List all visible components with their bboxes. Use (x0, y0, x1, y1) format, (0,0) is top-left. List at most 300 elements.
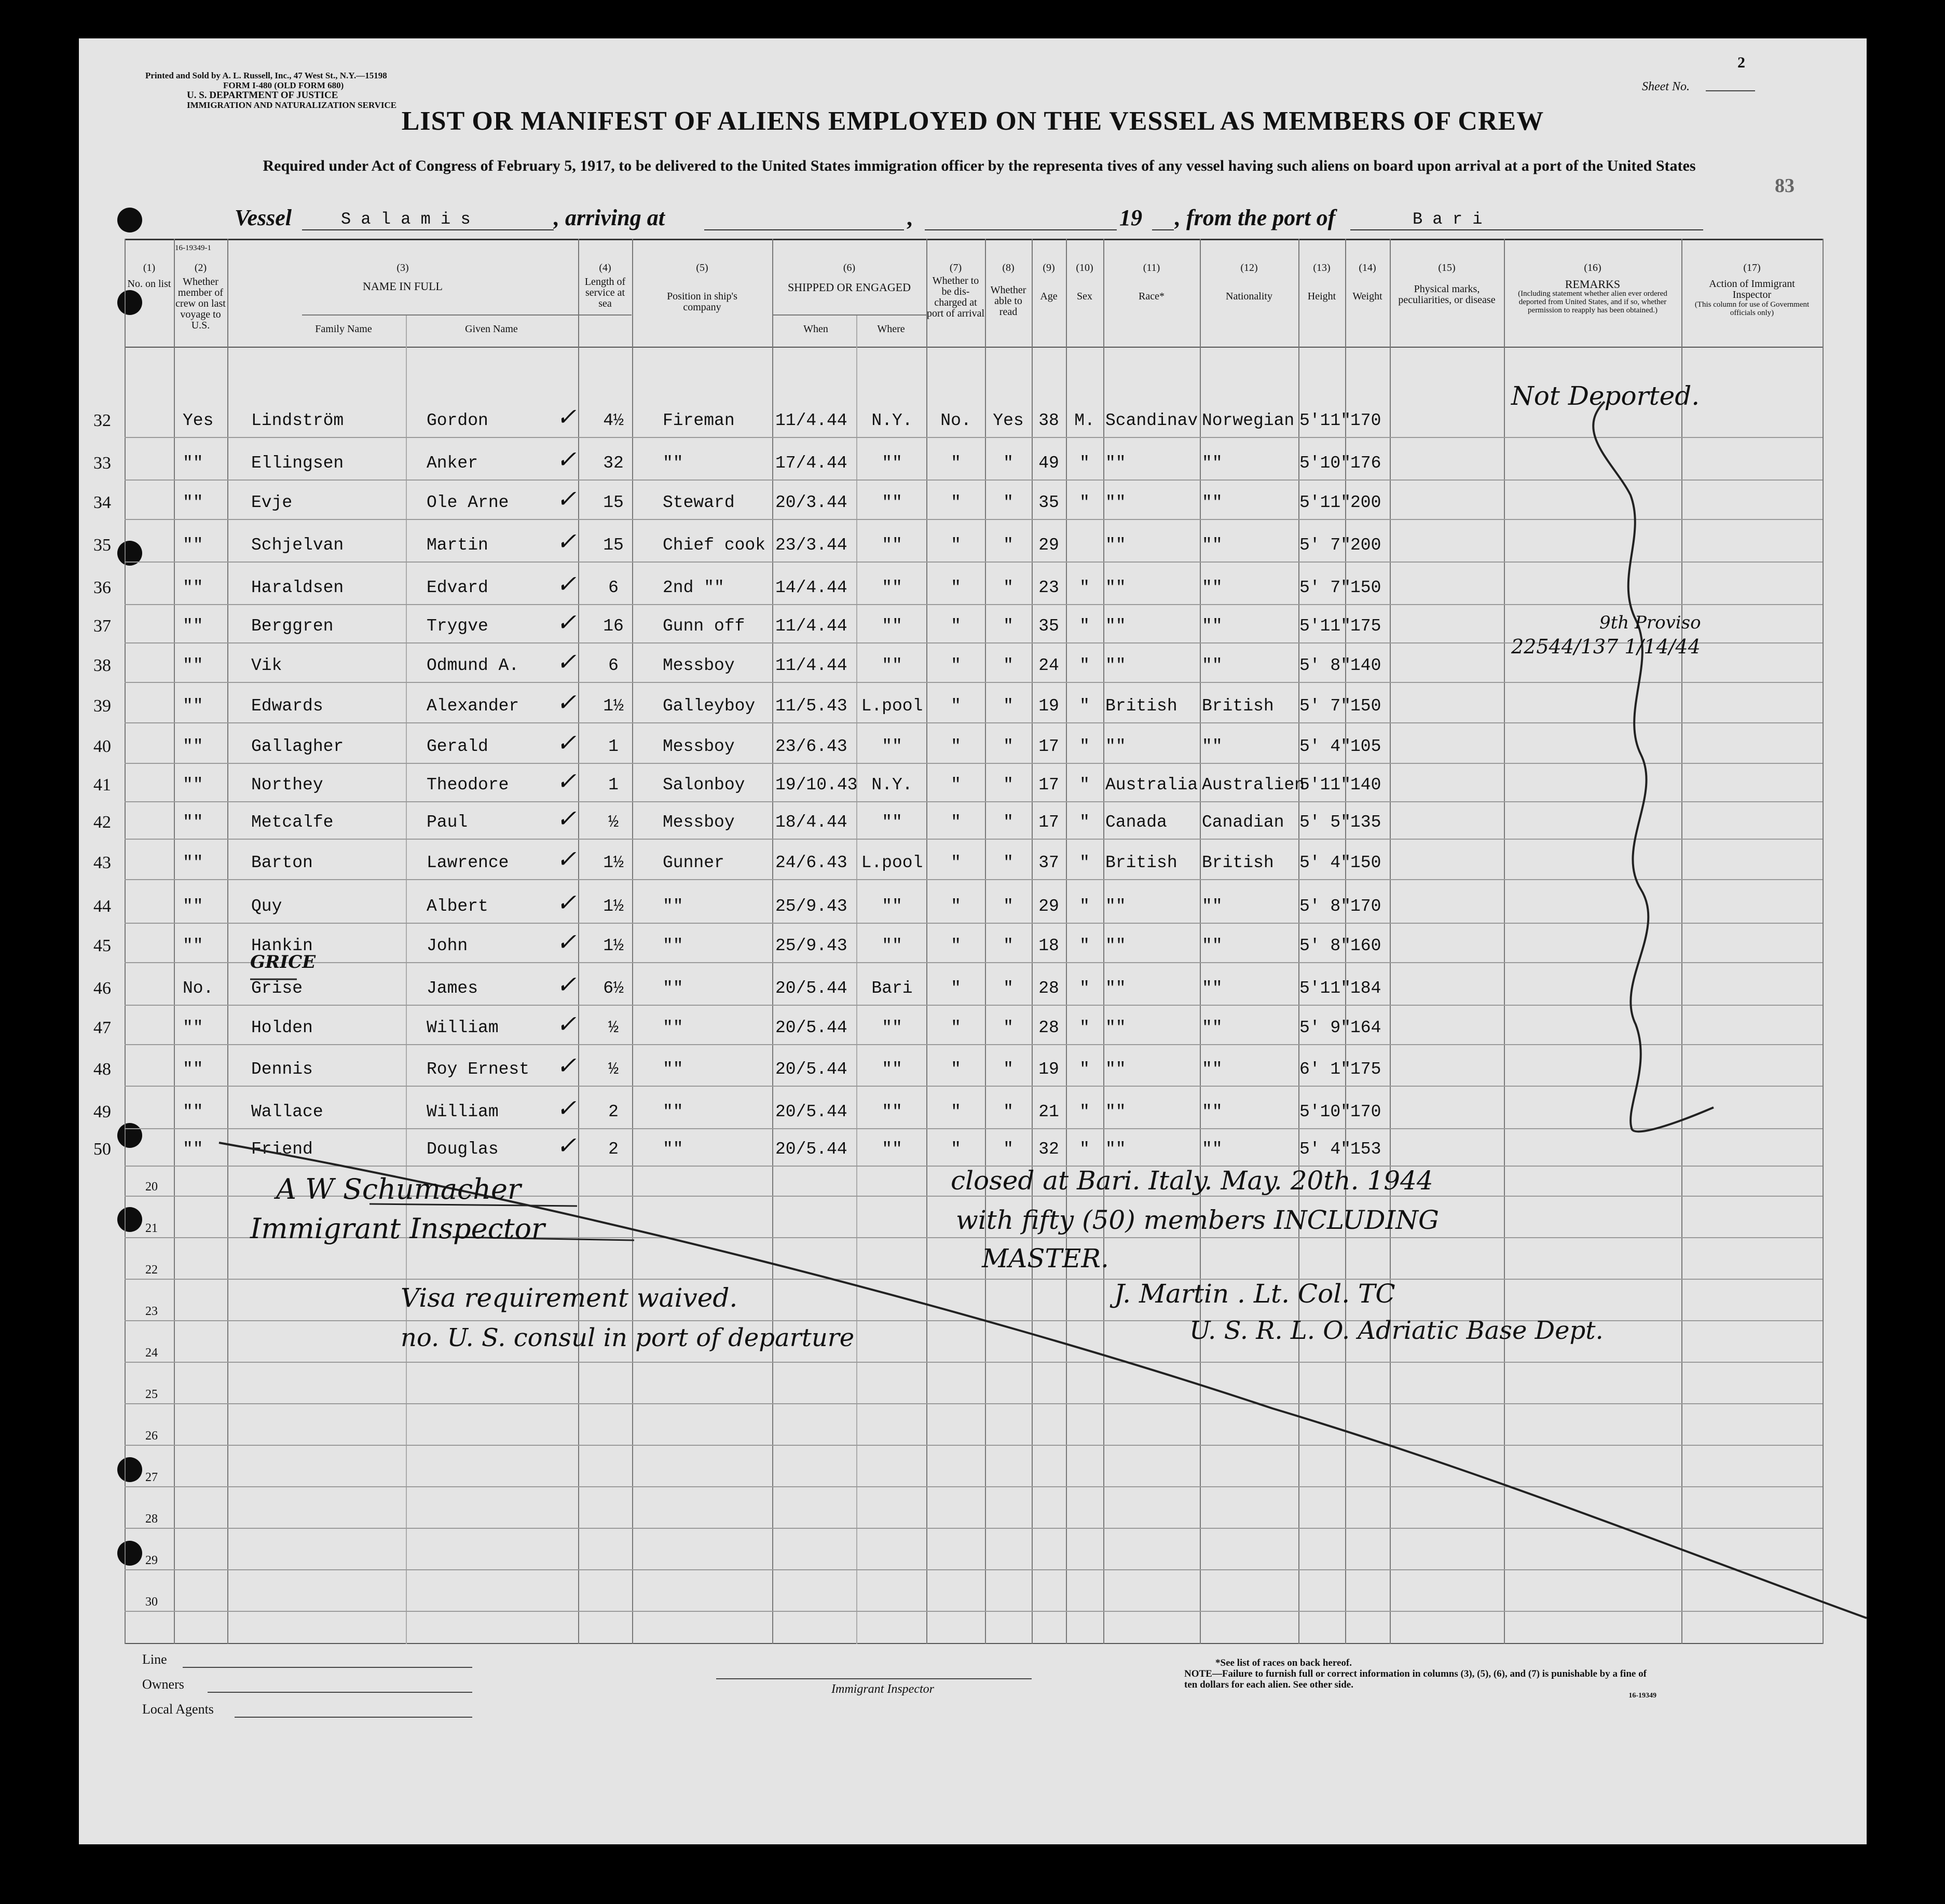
given-name: Martin (427, 536, 488, 555)
service-length: 6 (608, 656, 619, 675)
sex: " (1079, 897, 1090, 916)
given-name: Ole Arne (427, 493, 509, 512)
age: 38 (1038, 411, 1059, 430)
given-name: Albert (427, 897, 488, 916)
service-length: 1½ (603, 897, 624, 916)
consul-note: no. U. S. consul in port of departure (401, 1323, 855, 1352)
sheet-label: Sheet No. (1642, 80, 1690, 93)
row-number: 36 (93, 578, 111, 597)
height: 5'11" (1299, 617, 1351, 636)
nationality: "" (1202, 578, 1223, 597)
service-length: 2 (608, 1140, 619, 1159)
family-name: Holden (251, 1018, 313, 1037)
weight: 150 (1350, 853, 1381, 872)
officer-signature: J. Martin . Lt. Col. TC (1114, 1279, 1395, 1309)
family-name: Grise (251, 979, 303, 998)
race: "" (1105, 979, 1126, 998)
position: "" (663, 979, 683, 998)
shipped-when: 23/3.44 (775, 536, 847, 555)
able-to-read: " (1003, 656, 1013, 675)
age: 21 (1038, 1102, 1059, 1121)
row-number: 34 (93, 493, 111, 512)
position: "" (663, 1140, 683, 1159)
shipped-where: Bari (871, 979, 913, 998)
col-8-header: (8) Whether able to read (990, 262, 1026, 318)
nationality: Norwegian (1202, 411, 1295, 430)
race: British (1105, 696, 1177, 716)
nationality: "" (1202, 617, 1223, 636)
crew-last-voyage: "" (183, 578, 203, 597)
check-mark: ✓ (556, 608, 577, 636)
row-number: 39 (93, 696, 111, 716)
position: 2nd "" (663, 578, 724, 597)
sex: " (1079, 775, 1090, 795)
date-comma: , (907, 205, 912, 230)
age: 19 (1038, 1060, 1059, 1079)
age: 35 (1038, 617, 1059, 636)
sex: " (1079, 813, 1090, 832)
nationality: "" (1202, 1140, 1223, 1159)
age: 28 (1038, 979, 1059, 998)
age: 23 (1038, 578, 1059, 597)
shipped-when: 20/5.44 (775, 979, 847, 998)
row-number: 37 (93, 617, 111, 636)
shipped-where: N.Y. (871, 411, 913, 430)
owners-label: Owners (142, 1677, 184, 1692)
race: "" (1105, 617, 1126, 636)
shipped-when: 11/5.43 (775, 696, 847, 716)
discharged: " (951, 493, 961, 512)
height: 5'11" (1299, 411, 1351, 430)
row-number: 46 (93, 979, 111, 998)
service-length: 16 (603, 617, 624, 636)
service-length: 15 (603, 536, 624, 555)
check-mark: ✓ (556, 688, 577, 716)
row-number: 44 (93, 897, 111, 916)
able-to-read: " (1003, 853, 1013, 872)
check-mark: ✓ (556, 804, 577, 832)
position: "" (663, 454, 683, 473)
row-number: 38 (93, 656, 111, 675)
nationality: "" (1202, 737, 1223, 756)
col-4-header: (4) Length of service at sea (584, 262, 626, 309)
given-name: Anker (427, 454, 478, 473)
position: Messboy (663, 737, 735, 756)
discharged: " (951, 1102, 961, 1121)
discharged: " (951, 454, 961, 473)
family-name: Quy (251, 897, 282, 916)
height: 5' 4" (1299, 1140, 1351, 1159)
row-number: 40 (93, 737, 111, 756)
col-13-header: (13) Height (1307, 262, 1336, 302)
family-name-header: Family Name (315, 323, 372, 335)
shipped-where: "" (882, 1140, 902, 1159)
shipped-where: "" (882, 617, 902, 636)
able-to-read: " (1003, 813, 1013, 832)
service-length: 4½ (603, 411, 624, 430)
nationality: "" (1202, 1060, 1223, 1079)
able-to-read: " (1003, 536, 1013, 555)
department-name: U. S. DEPARTMENT OF JUSTICE (187, 90, 338, 101)
weight: 175 (1350, 1060, 1381, 1079)
not-deported-note: Not Deported. (1511, 381, 1700, 411)
able-to-read: " (1003, 936, 1013, 955)
height: 5' 7" (1299, 696, 1351, 716)
crew-last-voyage: "" (183, 454, 203, 473)
able-to-read: " (1003, 1102, 1013, 1121)
col-15-header: (15) Physical marks, peculiarities, or disease (1398, 262, 1496, 306)
nationality: "" (1202, 979, 1223, 998)
closed-note-line-1: closed at Bari. Italy. May. 20th. 1944 (951, 1166, 1433, 1196)
race: "" (1105, 1018, 1126, 1037)
service-length: 2 (608, 1102, 619, 1121)
sex: " (1079, 853, 1090, 872)
race: "" (1105, 1140, 1126, 1159)
able-to-read: " (1003, 454, 1013, 473)
weight: 150 (1350, 696, 1381, 716)
service-length: 1 (608, 737, 619, 756)
shipped-when: 11/4.44 (775, 617, 847, 636)
nationality: "" (1202, 493, 1223, 512)
crew-last-voyage: "" (183, 493, 203, 512)
blank-row-number: 28 (145, 1512, 158, 1526)
nationality: Australien (1202, 775, 1305, 795)
position: Gunner (663, 853, 724, 872)
shipped-when: 24/6.43 (775, 853, 847, 872)
weight: 176 (1350, 454, 1381, 473)
local-agents-label: Local Agents (142, 1702, 214, 1717)
sex: " (1079, 936, 1090, 955)
discharged: " (951, 813, 961, 832)
family-name: Hankin (251, 936, 313, 955)
sex: " (1079, 979, 1090, 998)
shipped-when: 25/9.43 (775, 936, 847, 955)
age: 17 (1038, 813, 1059, 832)
shipped-when: 20/3.44 (775, 493, 847, 512)
col-11-header: (11) Race* (1139, 262, 1165, 302)
weight: 164 (1350, 1018, 1381, 1037)
service-length: 6½ (603, 979, 624, 998)
race: "" (1105, 897, 1126, 916)
footer-code: 16-19349 (1628, 1692, 1656, 1700)
height: 6' 1" (1299, 1060, 1351, 1079)
sex: M. (1074, 411, 1095, 430)
able-to-read: " (1003, 696, 1013, 716)
sex: " (1079, 578, 1090, 597)
family-name: Northey (251, 775, 323, 795)
footer-note (1184, 1658, 1656, 1701)
crew-last-voyage: "" (183, 897, 203, 916)
family-name: Gallagher (251, 737, 344, 756)
col-3-header: (3) NAME IN FULL (363, 262, 443, 293)
discharged: " (951, 1018, 961, 1037)
sex: " (1079, 454, 1090, 473)
penalty-note: NOTE—Failure to furnish full or correct information in columns (3), (5), (6), and (7) is punishable by a fine of ten dollars for each alien. See other side. (1184, 1668, 1647, 1690)
position: Salonboy (663, 775, 745, 795)
age: 17 (1038, 775, 1059, 795)
vessel-label: Vessel (235, 205, 292, 230)
discharged: " (951, 853, 961, 872)
position: "" (663, 1102, 683, 1121)
age: 17 (1038, 737, 1059, 756)
height: 5'11" (1299, 775, 1351, 795)
blank-row-number: 20 (145, 1180, 158, 1194)
form-number: FORM I-480 (OLD FORM 680) (223, 80, 344, 90)
shipped-where: "" (882, 1018, 902, 1037)
shipped-when: 20/5.44 (775, 1060, 847, 1079)
weight: 170 (1350, 897, 1381, 916)
nationality: "" (1202, 454, 1223, 473)
family-name: Barton (251, 853, 313, 872)
crew-last-voyage: "" (183, 813, 203, 832)
col-17-header: (17) Action of Immigrant Inspector (This column for use of Government officials only) (1694, 262, 1810, 317)
weight: 170 (1350, 411, 1381, 430)
weight: 140 (1350, 775, 1381, 795)
check-mark: ✓ (556, 445, 577, 473)
race: "" (1105, 656, 1126, 675)
sex: " (1079, 617, 1090, 636)
check-mark: ✓ (556, 729, 577, 757)
able-to-read: " (1003, 979, 1013, 998)
check-mark: ✓ (556, 888, 577, 916)
sex: " (1079, 696, 1090, 716)
shipped-where: "" (882, 578, 902, 597)
given-name: Odmund A. (427, 656, 519, 675)
position: Fireman (663, 411, 735, 430)
line-label: Line (142, 1652, 167, 1667)
where-header: Where (877, 323, 905, 335)
check-mark: ✓ (556, 1010, 577, 1038)
discharged: " (951, 775, 961, 795)
shipped-where: "" (882, 737, 902, 756)
row-number: 32 (93, 411, 111, 430)
height: 5' 7" (1299, 536, 1351, 555)
position: Chief cook (663, 536, 766, 555)
check-mark: ✓ (556, 1131, 577, 1159)
race: "" (1105, 1102, 1126, 1121)
shipped-where: N.Y. (871, 775, 913, 795)
given-name: Lawrence (427, 853, 509, 872)
when-header: When (803, 323, 828, 335)
vessel-name: S a l a m i s (341, 210, 471, 229)
weight: 140 (1350, 656, 1381, 675)
given-name: William (427, 1102, 499, 1121)
height: 5' 8" (1299, 897, 1351, 916)
sex: " (1079, 1140, 1090, 1159)
crew-last-voyage: "" (183, 696, 203, 716)
immigrant-inspector-label: Immigrant Inspector (831, 1682, 934, 1696)
shipped-where: "" (882, 454, 902, 473)
sex: " (1079, 1018, 1090, 1037)
given-name: Gerald (427, 737, 488, 756)
discharged: " (951, 656, 961, 675)
given-name: Paul (427, 813, 468, 832)
age: 28 (1038, 1018, 1059, 1037)
height: 5' 4" (1299, 737, 1351, 756)
crew-last-voyage: "" (183, 853, 203, 872)
service-length: 6 (608, 578, 619, 597)
family-name: Schjelvan (251, 536, 344, 555)
col-9-header: (9) Age (1040, 262, 1058, 302)
given-name: Gordon (427, 411, 488, 430)
family-name: Haraldsen (251, 578, 344, 597)
blank-row-number: 25 (145, 1388, 158, 1401)
printer-line: Printed and Sold by A. L. Russell, Inc., 47 West St., N.Y.—15198 (145, 71, 387, 80)
nationality: "" (1202, 936, 1223, 955)
shipped-when: 11/4.44 (775, 656, 847, 675)
race: "" (1105, 578, 1126, 597)
given-name: James (427, 979, 478, 998)
height: 5'11" (1299, 493, 1351, 512)
given-name: Roy Ernest (427, 1060, 530, 1079)
able-to-read: " (1003, 578, 1013, 597)
age: 19 (1038, 696, 1059, 716)
nationality: "" (1202, 656, 1223, 675)
blank-row-number: 29 (145, 1554, 158, 1567)
row-number: 45 (93, 936, 111, 955)
height: 5'11" (1299, 979, 1351, 998)
able-to-read: " (1003, 737, 1013, 756)
height: 5' 4" (1299, 853, 1351, 872)
race: Canada (1105, 813, 1167, 832)
service-length: ½ (608, 1018, 619, 1037)
given-name: William (427, 1018, 499, 1037)
nationality: British (1202, 853, 1274, 872)
able-to-read: Yes (993, 411, 1024, 430)
shipped-where: L.pool (861, 853, 923, 872)
family-name: Metcalfe (251, 813, 334, 832)
given-name: Edvard (427, 578, 488, 597)
nationality: "" (1202, 1102, 1223, 1121)
check-mark: ✓ (556, 845, 577, 873)
discharged: " (951, 617, 961, 636)
col-10-header: (10) Sex (1076, 262, 1093, 302)
sex: " (1079, 1060, 1090, 1079)
proviso-reference: 22544/137 1/14/44 (1511, 635, 1701, 658)
shipped-where: "" (882, 493, 902, 512)
col-5-header: (5) Position in ship's company (667, 262, 737, 313)
position: "" (663, 1060, 683, 1079)
nationality: "" (1202, 897, 1223, 916)
family-name: Lindström (251, 411, 344, 430)
races-note: *See list of races on back hereof. (1215, 1658, 1352, 1668)
able-to-read: " (1003, 1140, 1013, 1159)
sex: " (1079, 737, 1090, 756)
blank-row-number: 30 (145, 1595, 158, 1609)
page-title: LIST OR MANIFEST OF ALIENS EMPLOYED ON THE VESSEL AS MEMBERS OF CREW (401, 106, 1544, 136)
discharged: " (951, 578, 961, 597)
shipped-where: "" (882, 936, 902, 955)
row-number: 33 (93, 454, 111, 473)
row-number: 42 (93, 813, 111, 832)
row-number: 50 (93, 1140, 111, 1159)
age: 29 (1038, 536, 1059, 555)
height: 5' 5" (1299, 813, 1351, 832)
family-name: Berggren (251, 617, 334, 636)
service-length: 1½ (603, 936, 624, 955)
crew-last-voyage: "" (183, 656, 203, 675)
row-number: 41 (93, 775, 111, 795)
given-name: John (427, 936, 468, 955)
position: "" (663, 936, 683, 955)
shipped-when: 25/9.43 (775, 897, 847, 916)
weight: 160 (1350, 936, 1381, 955)
service-length: ½ (608, 813, 619, 832)
shipped-when: 23/6.43 (775, 737, 847, 756)
crew-last-voyage: "" (183, 1060, 203, 1079)
race: British (1105, 853, 1177, 872)
able-to-read: " (1003, 775, 1013, 795)
height: 5' 9" (1299, 1018, 1351, 1037)
height: 5' 8" (1299, 656, 1351, 675)
remarks-bracket-line (1593, 402, 1714, 1131)
race: "" (1105, 493, 1126, 512)
col-16-header: (16) REMARKS (Including statement whether alien ever ordered deported from United States, and if so, whether permission to reapply has been obtained.) (1518, 262, 1667, 314)
family-name: Edwards (251, 696, 323, 716)
discharged: " (951, 1060, 961, 1079)
able-to-read: " (1003, 1018, 1013, 1037)
age: 32 (1038, 1140, 1059, 1159)
family-name: Vik (251, 656, 282, 675)
year-label: 19 (1119, 205, 1142, 230)
blank-row-number: 24 (145, 1346, 158, 1360)
officer-title: U. S. R. L. O. Adriatic Base Dept. (1189, 1316, 1604, 1345)
col-2-header: (2) Whether member of crew on last voyage to U.S. (175, 262, 226, 331)
crew-last-voyage: "" (183, 617, 203, 636)
discharged: " (951, 897, 961, 916)
height: 5' 7" (1299, 578, 1351, 597)
nationality: "" (1202, 1018, 1223, 1037)
discharged: " (951, 696, 961, 716)
crew-last-voyage: "" (183, 775, 203, 795)
closed-note-line-3: MASTER. (982, 1243, 1109, 1273)
check-mark: ✓ (556, 527, 577, 555)
departure-port: B a r i (1413, 210, 1483, 229)
blank-row-number: 27 (145, 1471, 158, 1484)
service-length: 1 (608, 775, 619, 795)
age: 24 (1038, 656, 1059, 675)
position: Gunn off (663, 617, 745, 636)
manifest-sheet (79, 38, 1867, 1844)
race: Australia (1105, 775, 1198, 795)
shipped-where: "" (882, 1060, 902, 1079)
shipped-where: "" (882, 656, 902, 675)
grice-correction: GRICE (250, 952, 316, 972)
form-code-top: 16-19349-1 (175, 244, 211, 252)
family-name: Evje (251, 493, 293, 512)
able-to-read: " (1003, 493, 1013, 512)
crew-last-voyage: Yes (183, 411, 214, 430)
given-name: Trygve (427, 617, 488, 636)
service-length: 15 (603, 493, 624, 512)
discharged: No. (940, 411, 971, 430)
age: 37 (1038, 853, 1059, 872)
row-number: 49 (93, 1102, 111, 1121)
shipped-when: 20/5.44 (775, 1102, 847, 1121)
service-name: IMMIGRATION AND NATURALIZATION SERVICE (187, 100, 397, 110)
shipped-where: "" (882, 1102, 902, 1121)
weight: 200 (1350, 493, 1381, 512)
shipped-when: 11/4.44 (775, 411, 847, 430)
family-name: Dennis (251, 1060, 313, 1079)
row-number: 48 (93, 1060, 111, 1079)
check-mark: ✓ (556, 403, 577, 431)
proviso-note: 9th Proviso (1599, 612, 1701, 633)
col-14-header: (14) Weight (1352, 262, 1382, 302)
shipped-when: 14/4.44 (775, 578, 847, 597)
row-number: 47 (93, 1018, 111, 1037)
check-mark: ✓ (556, 570, 577, 598)
